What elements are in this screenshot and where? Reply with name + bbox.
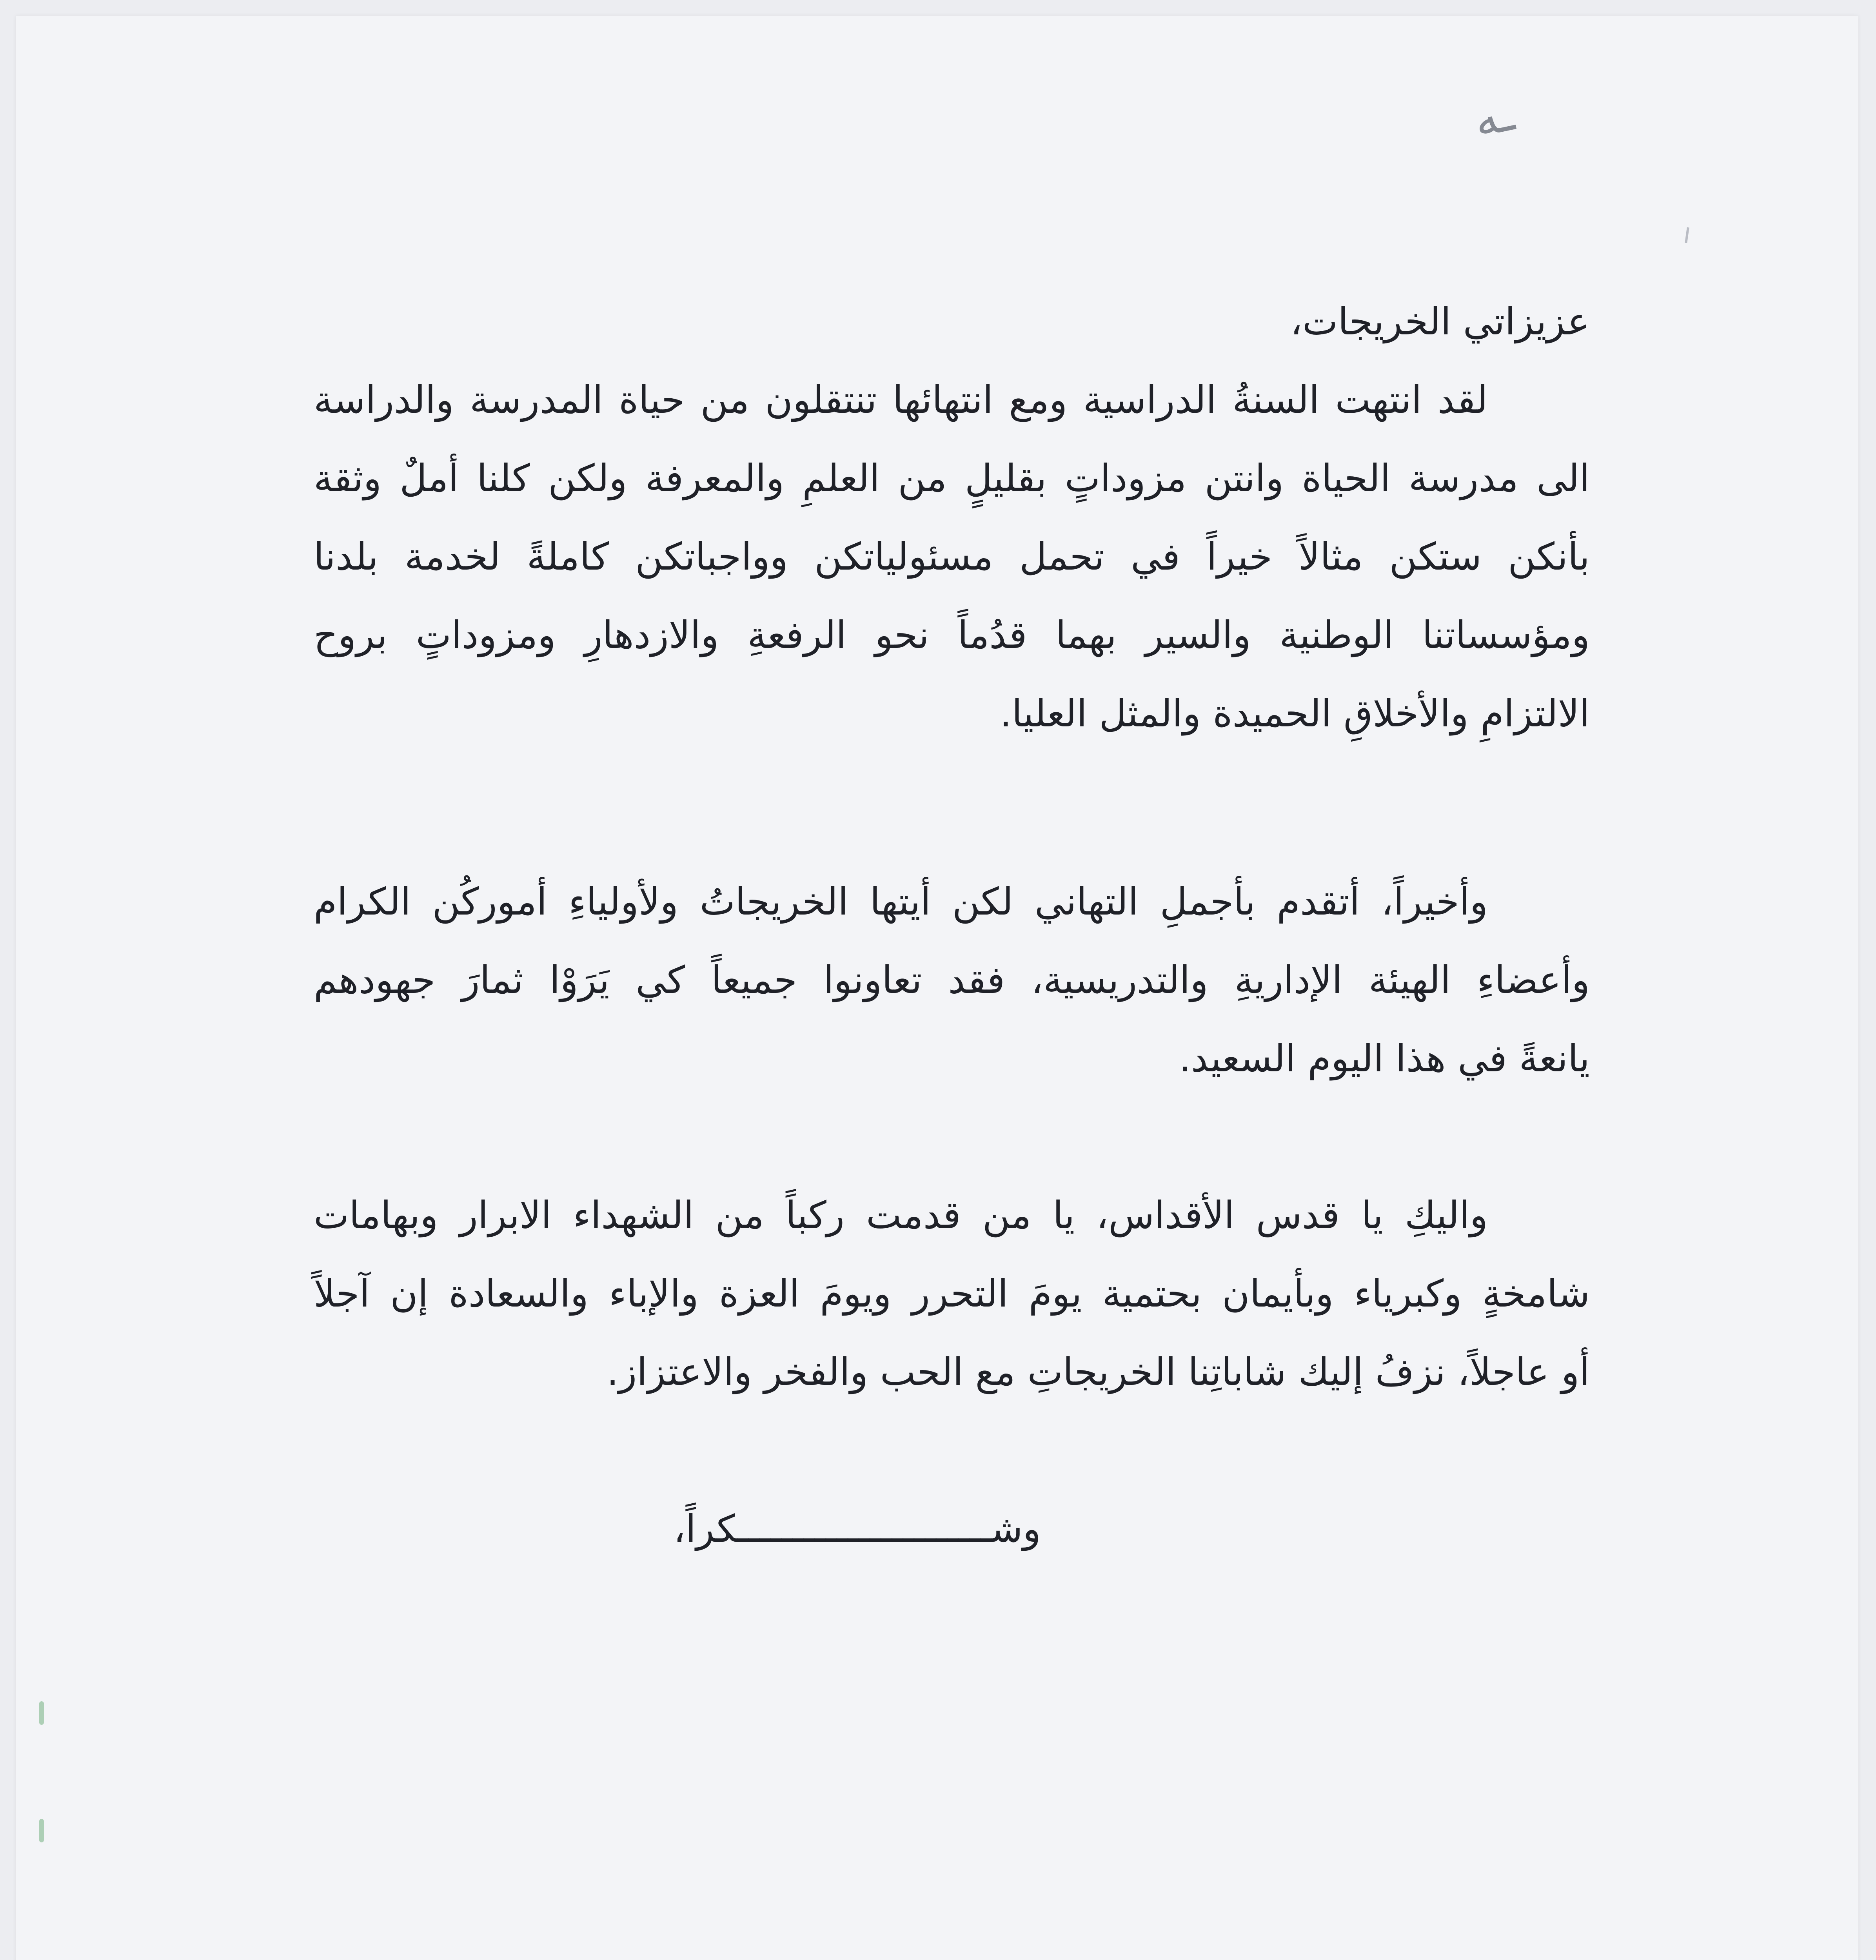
paragraph-line: وأعضاءِ الهيئة الإداريةِ والتدريسية، فقد تعاونوا جميعاً كي يَرَوْا ثمارَ جهودهم <box>314 958 1590 1002</box>
paragraph-line: أو عاجلاً، نزفُ إليك شاباتِنا الخريجاتِ مع الحب والفخر والاعتزاز. <box>607 1350 1590 1394</box>
paper-speck <box>1685 227 1689 243</box>
paragraph-line: وأخيراً، أتقدم بأجملِ التهاني لكن أيتها الخريجاتُ ولأولياءِ أموركُن الكرام <box>314 880 1488 924</box>
paragraph-line: ومؤسساتنا الوطنية والسير بهما قدُماً نحو الرفعةِ والازدهارِ ومزوداتٍ بروح <box>314 613 1590 657</box>
paragraph-congratulations <box>314 862 1590 1098</box>
paragraph-line: واليكِ يا قدس الأقداس، يا من قدمت ركباً من الشهداء الابرار وبهامات <box>314 1193 1488 1237</box>
paragraph-jerusalem <box>314 1176 1590 1411</box>
paragraph-line: الالتزامِ والأخلاقِ الحميدة والمثل العليا. <box>1000 691 1590 735</box>
paragraph-graduation <box>314 361 1590 753</box>
paper-speck <box>39 1819 44 1842</box>
paper-speck <box>39 1701 44 1725</box>
closing-thanks: وشـــــــــــــــــــــــكراً، <box>673 1507 1041 1551</box>
paragraph-line: الى مدرسة الحياة وانتن مزوداتٍ بقليلٍ من العلمِ والمعرفة ولكن كلنا أملٌ وثقة <box>314 456 1590 500</box>
paragraph-line: شامخةٍ وكبرياء وبأيمان بحتمية يومَ التحرر ويومَ العزة والإباء والسعادة إن آجلاً <box>314 1272 1590 1316</box>
paragraph-line: بأنكن ستكن مثالاً خيراً في تحمل مسئولياتكن وواجباتكن كاملةً لخدمة بلدنا <box>314 535 1590 579</box>
page-mark: ـه <box>1469 87 1518 148</box>
paragraph-line: يانعةً في هذا اليوم السعيد. <box>1179 1036 1590 1080</box>
letter-page <box>16 16 1858 1960</box>
paragraph-line: لقد انتهت السنةُ الدراسية ومع انتهائها تنتقلون من حياة المدرسة والدراسة <box>314 378 1488 422</box>
greeting: عزيزاتي الخريجات، <box>1290 299 1590 343</box>
